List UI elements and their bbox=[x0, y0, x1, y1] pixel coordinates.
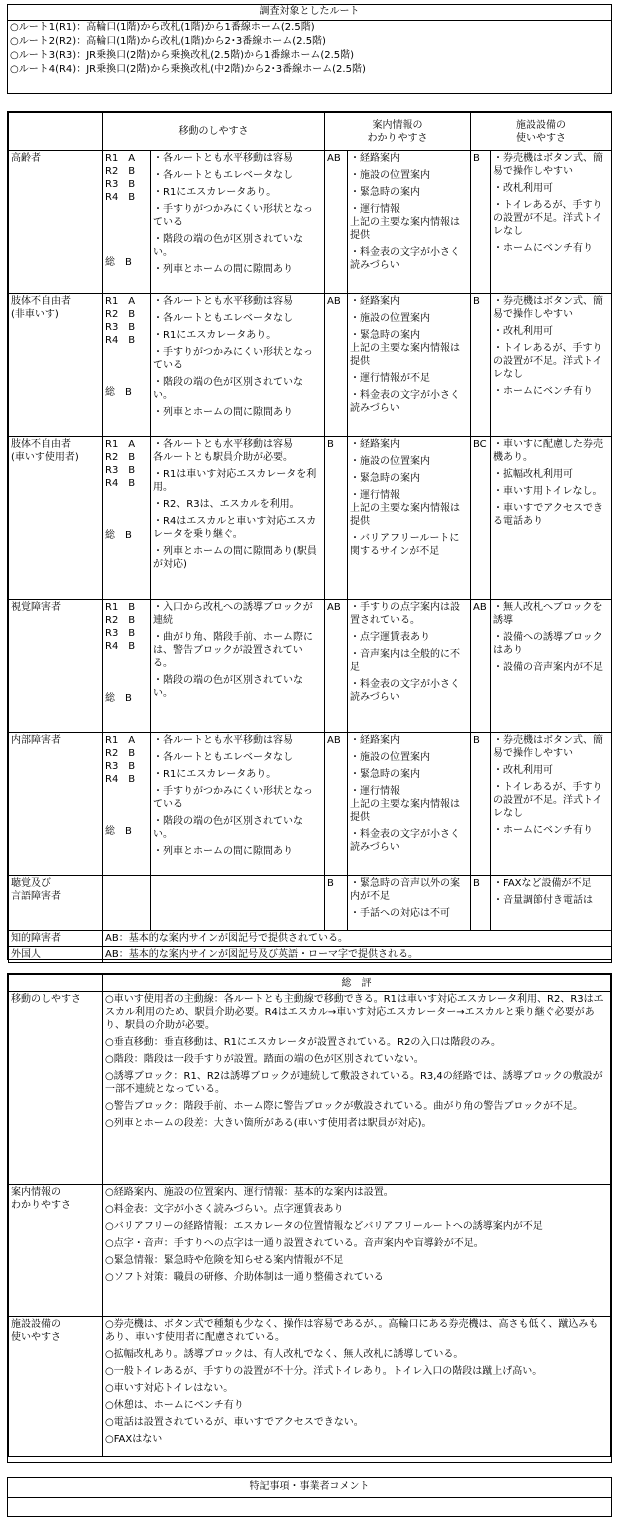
summary-section-label: 案内情報の わかりやすさ bbox=[9, 1185, 103, 1317]
list-item: ・無人改札へブロックを誘導 bbox=[493, 602, 603, 626]
summary-section bbox=[9, 1317, 611, 1457]
summary-item: ○休憩は、ホームにベンチ有り bbox=[105, 1400, 244, 1411]
mobility-notes bbox=[151, 437, 325, 600]
summary-section-label: 移動のしやすさ bbox=[9, 992, 103, 1185]
list-item: ・入口から改札への誘導ブロックが連続 bbox=[153, 602, 313, 626]
evaluation-extra-row bbox=[9, 931, 612, 947]
route-ratings: R1 A R2 B R3 B R4 B 総 B bbox=[103, 294, 151, 437]
list-item: ・手すりの点字案内は設置されている。 bbox=[350, 602, 460, 626]
list-item: ・経路案内 bbox=[350, 439, 400, 450]
user-group-label: 外国人 bbox=[9, 947, 103, 963]
facility-notes bbox=[491, 151, 612, 294]
summary-header-blank bbox=[9, 975, 103, 992]
summary-section bbox=[9, 992, 611, 1185]
facility-notes bbox=[491, 294, 612, 437]
list-item: ・設備への誘導ブロックはあり bbox=[493, 632, 603, 656]
list-item: ・FAXなど設備が不足 bbox=[493, 878, 592, 889]
list-item: ・車いすでアクセスできる電話あり bbox=[493, 503, 603, 527]
list-item: ・トイレあるが、手すりの設置が不足。洋式トイレなし bbox=[493, 200, 603, 237]
user-group-label: 肢体不自由者 (非車いす) bbox=[9, 294, 103, 437]
list-item: ・手すりがつかみにくい形状となっている bbox=[153, 347, 313, 371]
list-item: ・音声案内は全般的に不足 bbox=[350, 649, 460, 673]
header-information: 案内情報の わかりやすさ bbox=[325, 113, 471, 151]
evaluation-row bbox=[9, 876, 612, 931]
list-item: ・階段の端の色が区別されていない。 bbox=[153, 675, 303, 699]
facility-rating: AB bbox=[471, 600, 491, 733]
list-item: ・列車とホームの間に隙間あり bbox=[153, 407, 293, 418]
evaluation-table bbox=[8, 112, 612, 963]
route-ratings: R1 A R2 B R3 B R4 B 総 B bbox=[103, 151, 151, 294]
info-notes bbox=[348, 151, 471, 294]
summary-item: ○拡幅改札あり。誘導ブロックは、有人改札でなく、無人改札に誘導している。 bbox=[105, 1349, 464, 1360]
list-item: ・経路案内 bbox=[350, 296, 400, 307]
info-rating: AB bbox=[325, 733, 348, 876]
evaluation-row bbox=[9, 294, 612, 437]
list-item: ・音量調節付き電話は bbox=[493, 895, 593, 906]
list-item: ・階段の端の色が区別されていない。 bbox=[153, 234, 303, 258]
facility-rating: B bbox=[471, 151, 491, 294]
list-item: ・改札利用可 bbox=[493, 183, 553, 194]
list-item: ・各ルートとも水平移動は容易 bbox=[153, 296, 293, 307]
route-panel bbox=[7, 4, 612, 94]
summary-item: ○車いす対応トイレはない。 bbox=[105, 1383, 234, 1394]
list-item: ・トイレあるが、手すりの設置が不足。洋式トイレなし bbox=[493, 343, 603, 380]
list-item: ・階段の端の色が区別されていない。 bbox=[153, 816, 303, 840]
list-item: ・各ルートとも水平移動は容易 bbox=[153, 735, 293, 746]
summary-item: ○誘導ブロック：R1、R2は誘導ブロックが連続して敷設されている。R3,4の経路では、誘導ブロックの敷設が一部不連続となっている。 bbox=[105, 1071, 603, 1095]
list-item: ・緊急時の案内 bbox=[350, 769, 420, 780]
list-item: ・車いす用トイレなし。 bbox=[493, 486, 603, 497]
list-item: ・緊急時の案内 上記の主要な案内情報は提供 bbox=[350, 330, 460, 367]
header-mobility: 移動のしやすさ bbox=[103, 113, 325, 151]
summary-item: ○列車とホームの段差：大きい箇所がある(車いす使用者は駅員が対応)。 bbox=[105, 1118, 432, 1129]
mobility-notes bbox=[151, 733, 325, 876]
route-item: ○ルート1(R1)：高輪口(1階)から改札(1階)から1番線ホーム(2.5階) bbox=[10, 22, 315, 33]
summary-section-text bbox=[103, 992, 611, 1185]
summary-item: ○電話は設置されているが、車いすでアクセスできない。 bbox=[105, 1417, 364, 1428]
user-group-label: 高齢者 bbox=[9, 151, 103, 294]
list-item: ・拡幅改札利用可 bbox=[493, 469, 573, 480]
summary-table bbox=[8, 974, 611, 1457]
list-item: ・ホームにベンチ有り bbox=[493, 825, 593, 836]
summary-item: ○車いす使用者の主動線：各ルートとも主動線で移動できる。R1は車いす対応エスカレータ利用、R2、R3はエスカル利用のため、駅員介助必要。R4はエスカル→車いす対応エスカレーター→エスカルと乗り継ぐ必要があり、駅員の介助が必要。 bbox=[105, 994, 604, 1031]
info-notes bbox=[348, 600, 471, 733]
summary-item: ○料金表：文字が小さく読みづらい。点字運賃表あり bbox=[105, 1204, 344, 1215]
list-item: ・料金表の文字が小さく読みづらい bbox=[350, 679, 460, 703]
list-item: ・手すりがつかみにくい形状となっている bbox=[153, 786, 313, 810]
list-item: ・トイレあるが、手すりの設置が不足。洋式トイレなし bbox=[493, 782, 603, 819]
facility-rating: B bbox=[471, 876, 491, 931]
summary-item: ○階段：階段は一段手すりが設置。踏面の端の色が区別されていない。 bbox=[105, 1054, 424, 1065]
evaluation-extra-row bbox=[9, 947, 612, 963]
list-item: ・各ルートともエレベータなし bbox=[153, 752, 293, 763]
list-item: ・ホームにベンチ有り bbox=[493, 243, 593, 254]
list-item: ・施設の位置案内 bbox=[350, 456, 430, 467]
list-item: ・緊急時の音声以外の案内が不足 bbox=[350, 878, 460, 902]
route-item: ○ルート3(R3)：JR乗換口(2階)から乗換改札(2.5階)から1番線ホーム(2.5階) bbox=[10, 50, 355, 61]
info-notes bbox=[348, 294, 471, 437]
list-item: ・R1にエスカレータあり。 bbox=[153, 769, 277, 780]
mobility-notes bbox=[151, 151, 325, 294]
list-item: ・各ルートともエレベータなし bbox=[153, 313, 293, 324]
summary-item: ○垂直移動：垂直移動は、R1にエスカレータが設置されている。R2の入口は階段のみ。 bbox=[105, 1037, 501, 1048]
facility-notes bbox=[491, 600, 612, 733]
list-item: ・改札利用可 bbox=[493, 765, 553, 776]
route-ratings: R1 A R2 B R3 B R4 B 総 B bbox=[103, 437, 151, 600]
list-item: ・列車とホームの間に隙間あり bbox=[153, 264, 293, 275]
list-item: ・ホームにベンチ有り bbox=[493, 386, 593, 397]
route-ratings: R1 A R2 B R3 B R4 B 総 B bbox=[103, 733, 151, 876]
summary-panel bbox=[7, 973, 612, 1463]
user-group-label: 内部障害者 bbox=[9, 733, 103, 876]
list-item: ・経路案内 bbox=[350, 735, 400, 746]
list-item: ・手話への対応は不可 bbox=[350, 908, 450, 919]
list-item: ・設備の音声案内が不足 bbox=[493, 662, 603, 673]
info-rating: AB bbox=[325, 151, 348, 294]
list-item: ・R4はエスカルと車いす対応エスカレータを乗り継ぐ。 bbox=[153, 516, 317, 540]
comment-title: 特記事項・事業者コメント bbox=[8, 1478, 611, 1498]
user-group-label: 視覚障害者 bbox=[9, 600, 103, 733]
evaluation-row bbox=[9, 437, 612, 600]
user-group-label: 知的障害者 bbox=[9, 931, 103, 947]
summary-section bbox=[9, 1185, 611, 1317]
list-item: ・手すりがつかみにくい形状となっている bbox=[153, 204, 313, 228]
summary-item: ○券売機は、ボタン式で種類も少なく、操作は容易であるが、。高輪口にある券売機は、高さも低く、蹴込みもあり、車いす使用者に配慮されている。 bbox=[105, 1319, 599, 1343]
summary-item: ○ソフト対策：職員の研修、介助体制は一通り整備されている bbox=[105, 1272, 384, 1283]
list-item: ・券売機はボタン式、簡易で操作しやすい bbox=[493, 296, 603, 320]
list-item: ・各ルートともエレベータなし bbox=[153, 170, 293, 181]
summary-item: ○点字・音声：手すりへの点字は一通り設置されている。音声案内や盲導鈴が不足。 bbox=[105, 1238, 484, 1249]
list-item: ・点字運賃表あり bbox=[350, 632, 430, 643]
list-item: ・施設の位置案内 bbox=[350, 752, 430, 763]
list-item: ・運行情報 上記の主要な案内情報は提供 bbox=[350, 786, 460, 823]
summary-item: ○経路案内、施設の位置案内、運行情報：基本的な案内は設置。 bbox=[105, 1187, 394, 1198]
list-item: ・緊急時の案内 bbox=[350, 187, 420, 198]
list-item: ・階段の端の色が区別されていない。 bbox=[153, 377, 303, 401]
list-item: ・R1にエスカレータあり。 bbox=[153, 187, 277, 198]
list-item: ・各ルートとも水平移動は容易 各ルートとも駅員介助が必要。 bbox=[153, 439, 293, 463]
list-item: ・料金表の文字が小さく読みづらい bbox=[350, 829, 460, 853]
info-rating: AB bbox=[325, 600, 348, 733]
list-item: ・券売機はボタン式、簡易で操作しやすい bbox=[493, 735, 603, 759]
evaluation-row bbox=[9, 733, 612, 876]
info-rating: B bbox=[325, 876, 348, 931]
route-ratings bbox=[103, 876, 151, 931]
list-item: ・列車とホームの間に隙間あり bbox=[153, 846, 293, 857]
user-group-label: 聴覚及び 言語障害者 bbox=[9, 876, 103, 931]
list-item: ・曲がり角、階段手前、ホーム際には、警告ブロックが設置されている。 bbox=[153, 632, 313, 669]
info-rating: B bbox=[325, 437, 348, 600]
info-notes bbox=[348, 876, 471, 931]
summary-title: 総 評 bbox=[103, 975, 611, 992]
list-item: ・料金表の文字が小さく読みづらい bbox=[350, 247, 460, 271]
list-item: ・経路案内 bbox=[350, 153, 400, 164]
evaluation-row bbox=[9, 151, 612, 294]
summary-item: ○バリアフリーの経路情報：エスカレータの位置情報などバリアフリールートへの誘導案内が不足 bbox=[105, 1221, 543, 1232]
route-ratings: R1 B R2 B R3 B R4 B 総 B bbox=[103, 600, 151, 733]
summary-section-label: 施設設備の 使いやすさ bbox=[9, 1317, 103, 1457]
list-item: ・R2、R3は、エスカルを利用。 bbox=[153, 499, 300, 510]
mobility-notes bbox=[151, 294, 325, 437]
list-item: ・改札利用可 bbox=[493, 326, 553, 337]
list-item: ・運行情報が不足 bbox=[350, 373, 430, 384]
list-item: ・施設の位置案内 bbox=[350, 170, 430, 181]
extra-note: AB：基本的な案内サインが図記号で提供されている。 bbox=[103, 931, 612, 947]
summary-item: ○警告ブロック：階段手前、ホーム際に警告ブロックが敷設されている。曲がり角の警告ブロックが不足。 bbox=[105, 1101, 584, 1112]
info-rating: AB bbox=[325, 294, 348, 437]
list-item: ・施設の位置案内 bbox=[350, 313, 430, 324]
route-item: ○ルート4(R4)：JR乗換口(2階)から乗換改札(中2階)から2･3番線ホーム(2.5階) bbox=[10, 64, 366, 75]
facility-notes bbox=[491, 437, 612, 600]
facility-rating: BC bbox=[471, 437, 491, 600]
list-item: ・R1にエスカレータあり。 bbox=[153, 330, 277, 341]
facility-rating: B bbox=[471, 294, 491, 437]
summary-item: ○FAXはない bbox=[105, 1434, 163, 1445]
header-blank bbox=[9, 113, 103, 151]
extra-note: AB：基本的な案内サインが図記号及び英語・ローマ字で提供される。 bbox=[103, 947, 612, 963]
mobility-notes bbox=[151, 876, 325, 931]
info-notes bbox=[348, 733, 471, 876]
facility-notes bbox=[491, 733, 612, 876]
summary-item: ○一般トイレあるが、手すりの設置が不十分。洋式トイレあり。トイレ入口の階段は蹴上げ高い。 bbox=[105, 1366, 543, 1377]
evaluation-row bbox=[9, 600, 612, 733]
comment-panel bbox=[7, 1477, 612, 1517]
mobility-notes bbox=[151, 600, 325, 733]
header-facilities: 施設設備の 使いやすさ bbox=[471, 113, 612, 151]
summary-item: ○緊急情報：緊急時や危険を知らせる案内情報が不足 bbox=[105, 1255, 344, 1266]
info-notes bbox=[348, 437, 471, 600]
list-item: ・バリアフリールートに関するサインが不足 bbox=[350, 533, 460, 557]
evaluation-panel bbox=[7, 111, 612, 960]
list-item: ・緊急時の案内 bbox=[350, 473, 420, 484]
list-item: ・運行情報 上記の主要な案内情報は提供 bbox=[350, 204, 460, 241]
user-group-label: 肢体不自由者 (車いす使用者) bbox=[9, 437, 103, 600]
route-item: ○ルート2(R2)：高輪口(1階)から改札(1階)から2･3番線ホーム(2.5階) bbox=[10, 36, 326, 47]
summary-section-text bbox=[103, 1317, 611, 1457]
list-item: ・各ルートとも水平移動は容易 bbox=[153, 153, 293, 164]
summary-section-text bbox=[103, 1185, 611, 1317]
list-item: ・運行情報 上記の主要な案内情報は提供 bbox=[350, 490, 460, 527]
list-item: ・料金表の文字が小さく読みづらい bbox=[350, 390, 460, 414]
facility-notes bbox=[491, 876, 612, 931]
facility-rating: B bbox=[471, 733, 491, 876]
list-item: ・列車とホームの間に隙間あり(駅員が対応) bbox=[153, 546, 317, 570]
list-item: ・車いすに配慮した券売機あり。 bbox=[493, 439, 603, 463]
list-item: ・R1は車いす対応エスカレータを利用。 bbox=[153, 469, 317, 493]
list-item: ・券売機はボタン式、簡易で操作しやすい bbox=[493, 153, 603, 177]
route-panel-title: 調査対象としたルート bbox=[8, 5, 611, 21]
